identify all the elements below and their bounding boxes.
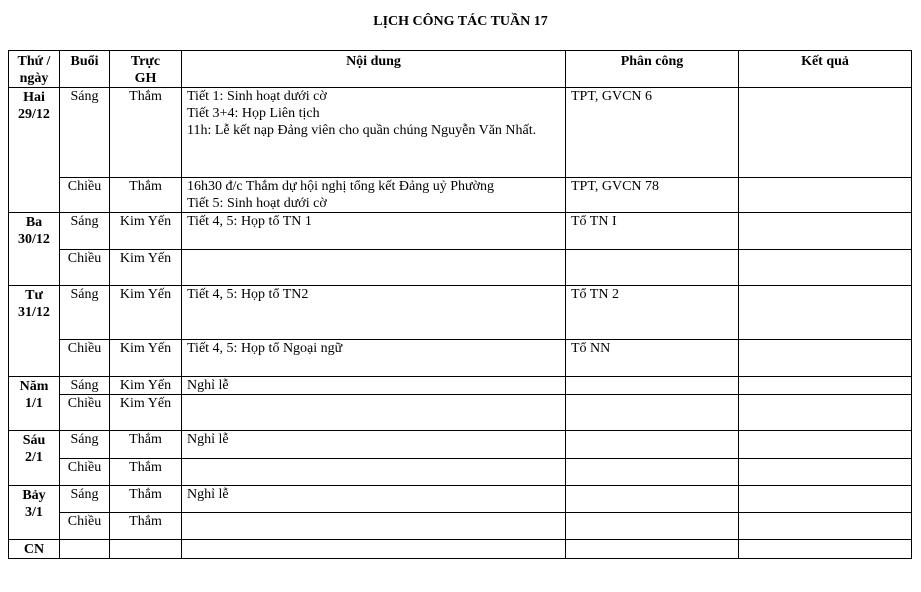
header-day-line-2: ngày [19, 71, 49, 86]
content-cell [182, 250, 566, 286]
content-cell [182, 213, 566, 250]
header-day [9, 51, 60, 88]
day-cell [9, 377, 60, 431]
day-cell [9, 213, 60, 286]
duty-cell: Kim Yến [110, 213, 182, 250]
content-line: Tiết 4, 5: Họp tổ TN2 [187, 287, 309, 302]
content-cell [182, 377, 566, 395]
session-cell: Chiều [60, 250, 110, 286]
content-cell [182, 286, 566, 340]
session-cell: Sáng [60, 486, 110, 513]
result-cell [739, 486, 912, 513]
result-cell [739, 431, 912, 459]
result-cell [739, 377, 912, 395]
duty-cell: Kim Yến [110, 377, 182, 395]
duty-cell: Kim Yến [110, 340, 182, 377]
session-cell: Sáng [60, 88, 110, 178]
result-cell [739, 88, 912, 178]
day-name: Sáu [22, 433, 46, 448]
duty-cell: Kim Yến [110, 395, 182, 431]
assign-cell: Tổ TN I [566, 213, 739, 250]
assign-cell [566, 486, 739, 513]
content-cell [182, 486, 566, 513]
result-cell [739, 340, 912, 377]
assign-cell [566, 459, 739, 486]
table-row [9, 486, 912, 513]
header-duty-line-1: Trực [130, 54, 161, 69]
assign-cell [566, 540, 739, 559]
table-row [9, 178, 912, 213]
duty-cell: Thắm [110, 486, 182, 513]
table-row [9, 513, 912, 540]
content-line: Nghỉ lễ [187, 432, 229, 447]
content-line: Tiết 1: Sinh hoạt dưới cờ [187, 89, 327, 104]
session-cell: Chiều [60, 395, 110, 431]
header-content: Nội dung [182, 51, 566, 88]
day-date: 3/1 [25, 505, 43, 520]
table-row [9, 88, 912, 178]
header-session: Buổi [60, 51, 110, 88]
session-cell: Sáng [60, 286, 110, 340]
table-row [9, 377, 912, 395]
result-cell [739, 459, 912, 486]
content-line: Tiết 4, 5: Họp tổ Ngoại ngữ [187, 341, 343, 356]
session-cell: Chiều [60, 340, 110, 377]
table-row [9, 340, 912, 377]
session-cell: Sáng [60, 213, 110, 250]
content-cell [182, 431, 566, 459]
table-row [9, 213, 912, 250]
day-cell [9, 540, 60, 559]
session-cell: Chiều [60, 178, 110, 213]
assign-cell [566, 250, 739, 286]
content-line: Tiết 3+4: Họp Liên tịch [187, 106, 320, 121]
day-name: Năm [19, 379, 49, 394]
duty-cell: Thắm [110, 431, 182, 459]
table-row [9, 540, 912, 559]
table-row [9, 395, 912, 431]
schedule-table [8, 50, 912, 559]
assign-cell: TPT, GVCN 78 [566, 178, 739, 213]
day-name: Bảy [22, 488, 46, 503]
header-duty [110, 51, 182, 88]
assign-cell: Tổ NN [566, 340, 739, 377]
page-title: LỊCH CÔNG TÁC TUẦN 17 [373, 14, 548, 29]
session-cell: Sáng [60, 377, 110, 395]
session-cell: Chiều [60, 513, 110, 540]
table-row [9, 459, 912, 486]
result-cell [739, 250, 912, 286]
header-duty-line-2: GH [134, 71, 157, 86]
day-cell [9, 431, 60, 486]
day-name: Hai [23, 90, 45, 105]
day-date: 1/1 [25, 396, 43, 411]
content-line: 16h30 đ/c Thắm dự hội nghị tổng kết Đảng uỷ Phường [187, 179, 494, 194]
session-cell: Chiều [60, 459, 110, 486]
assign-cell: Tổ TN 2 [566, 286, 739, 340]
assign-cell [566, 377, 739, 395]
day-cell [9, 486, 60, 540]
content-cell [182, 459, 566, 486]
assign-cell: TPT, GVCN 6 [566, 88, 739, 178]
result-cell [739, 540, 912, 559]
table-row [9, 250, 912, 286]
duty-cell: Thắm [110, 513, 182, 540]
content-line: Tiết 4, 5: Họp tổ TN 1 [187, 214, 312, 229]
session-cell [60, 540, 110, 559]
day-cell [9, 286, 60, 377]
content-line: Nghỉ lễ [187, 487, 229, 502]
content-line: Tiết 5: Sinh hoạt dưới cờ [187, 196, 327, 211]
content-cell [182, 395, 566, 431]
content-line: 11h: Lễ kết nạp Đảng viên cho quần chúng Nguyễn Văn Nhất. [187, 123, 537, 138]
content-cell [182, 540, 566, 559]
header-day-line-1: Thứ / [17, 54, 51, 69]
day-name: Tư [25, 288, 43, 303]
duty-cell: Thắm [110, 178, 182, 213]
day-name: CN [23, 542, 45, 557]
duty-cell: Kim Yến [110, 250, 182, 286]
result-cell [739, 213, 912, 250]
content-line: Nghỉ lễ [187, 378, 229, 393]
session-cell: Sáng [60, 431, 110, 459]
content-cell [182, 88, 566, 178]
assign-cell [566, 513, 739, 540]
content-cell [182, 178, 566, 213]
duty-cell: Thắm [110, 88, 182, 178]
assign-cell [566, 431, 739, 459]
header-assign: Phân công [566, 51, 739, 88]
table-row [9, 431, 912, 459]
duty-cell: Thắm [110, 459, 182, 486]
duty-cell: Kim Yến [110, 286, 182, 340]
day-name: Ba [25, 215, 43, 230]
day-date: 29/12 [18, 107, 50, 122]
duty-cell [110, 540, 182, 559]
result-cell [739, 513, 912, 540]
header-row [9, 51, 912, 88]
assign-cell [566, 395, 739, 431]
header-result: Kết quả [739, 51, 912, 88]
day-cell [9, 88, 60, 213]
result-cell [739, 286, 912, 340]
content-cell [182, 513, 566, 540]
table-row [9, 286, 912, 340]
day-date: 31/12 [18, 305, 50, 320]
day-date: 2/1 [25, 450, 43, 465]
result-cell [739, 395, 912, 431]
result-cell [739, 178, 912, 213]
day-date: 30/12 [18, 232, 50, 247]
content-cell [182, 340, 566, 377]
